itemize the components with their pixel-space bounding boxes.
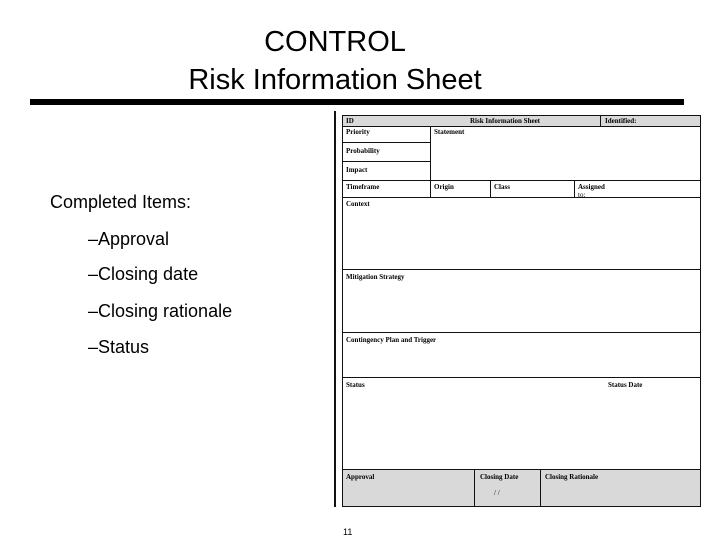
form-context-label: Context bbox=[346, 200, 370, 208]
form-line bbox=[342, 377, 701, 378]
form-line bbox=[342, 197, 701, 198]
form-line bbox=[600, 115, 601, 126]
form-assigned-to-label: to: bbox=[578, 191, 586, 199]
bullet-status: –Status bbox=[88, 337, 150, 357]
form-status-label: Status bbox=[346, 381, 365, 389]
form-line bbox=[342, 180, 701, 181]
page-number: 11 bbox=[343, 527, 353, 537]
form-line bbox=[342, 469, 701, 470]
form-closing-date-label: Closing Date bbox=[480, 473, 519, 481]
form-id-label: ID bbox=[346, 117, 354, 125]
form-assigned-label: Assigned bbox=[578, 183, 605, 191]
form-line bbox=[474, 469, 475, 506]
form-line bbox=[430, 126, 431, 197]
title-underline bbox=[30, 99, 684, 105]
form-impact-label: Impact bbox=[346, 166, 368, 174]
form-line bbox=[490, 180, 491, 197]
form-line bbox=[342, 115, 701, 116]
form-line bbox=[574, 180, 575, 197]
bullet-closing-date: –Closing date bbox=[88, 264, 199, 284]
form-line bbox=[342, 506, 701, 507]
form-priority-label: Priority bbox=[346, 128, 370, 136]
bullet-closing-rationale: –Closing rationale bbox=[88, 301, 233, 321]
form-origin-label: Origin bbox=[434, 183, 454, 191]
form-statement-label: Statement bbox=[434, 128, 465, 136]
form-approval-label: Approval bbox=[346, 473, 375, 481]
form-line bbox=[540, 469, 541, 506]
slide-title-line1: CONTROL bbox=[264, 26, 406, 58]
form-closing-rationale-label: Closing Rationale bbox=[545, 473, 599, 481]
form-left-edge bbox=[334, 111, 336, 507]
slide-title-line2: Risk Information Sheet bbox=[188, 64, 482, 96]
form-class-label: Class bbox=[494, 183, 510, 191]
form-line bbox=[342, 332, 701, 333]
completed-items-heading: Completed Items: bbox=[50, 192, 192, 212]
form-timeframe-label: Timeframe bbox=[346, 183, 380, 191]
form-identified-label: Identified: bbox=[605, 117, 637, 125]
form-line bbox=[342, 269, 701, 270]
risk-information-sheet-form bbox=[334, 111, 701, 507]
form-line bbox=[342, 161, 430, 162]
form-status-date-label: Status Date bbox=[608, 381, 643, 389]
form-probability-label: Probability bbox=[346, 147, 380, 155]
form-line bbox=[342, 126, 701, 127]
form-footer-shade bbox=[342, 469, 701, 507]
form-line bbox=[700, 115, 701, 507]
form-sheet-title: Risk Information Sheet bbox=[470, 117, 541, 125]
form-contingency-label: Contingency Plan and Trigger bbox=[346, 336, 437, 344]
form-closing-date-blank: / / bbox=[494, 489, 500, 497]
form-line bbox=[342, 115, 343, 507]
bullet-approval: –Approval bbox=[88, 229, 170, 249]
form-mitigation-label: Mitigation Strategy bbox=[346, 273, 405, 281]
form-line bbox=[342, 142, 430, 143]
